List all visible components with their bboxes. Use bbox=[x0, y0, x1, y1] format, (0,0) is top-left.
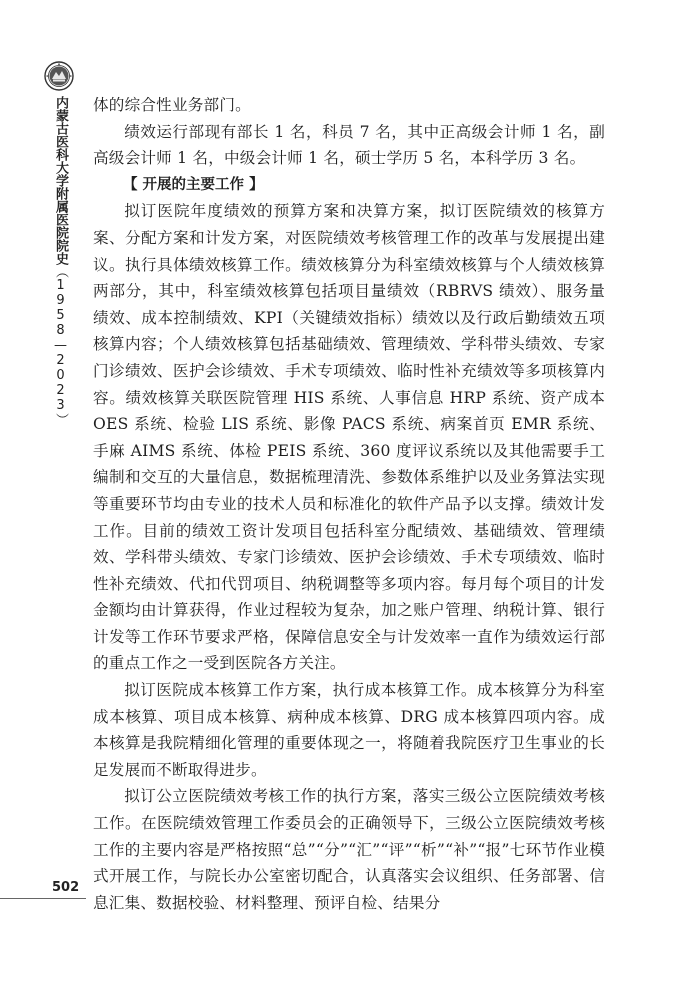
paragraph-public-hospital-assessment: 拟订公立医院绩效考核工作的执行方案，落实三级公立医院绩效考核工作。在医院绩效管理工作委员会的正确领导下，三级公立医院绩效考核工作的主要内容是严格按照“总”“分”“汇”“评”“析”“补”“报”七环节作业模式开展工作，与院长办公室密切配合，认真落实会议组织、任务部署、信息汇集、数据校验、材料整理、预评自检、结果分 bbox=[93, 787, 605, 912]
page-number: 502 bbox=[52, 880, 80, 895]
book-title-main: 内蒙古医科大学附属医院院史 bbox=[53, 96, 68, 265]
book-title-years: （1958—2023） bbox=[53, 265, 68, 426]
page-number-rule bbox=[0, 898, 86, 899]
hospital-logo-icon bbox=[44, 61, 74, 91]
section-heading: 【 开展的主要工作 】 bbox=[123, 176, 264, 193]
body-text bbox=[93, 92, 605, 916]
paragraph-cost-accounting: 拟订医院成本核算工作方案，执行成本核算工作。成本核算分为科室成本核算、项目成本核算、病种成本核算、DRG 成本核算四项内容。成本核算是我院精细化管理的重要体现之一，将随着我院医疗卫生事业的长足发展而不断取得进步。 bbox=[93, 681, 605, 779]
book-title-vertical bbox=[49, 96, 69, 426]
paragraph-performance-accounting: 拟订医院年度绩效的预算方案和决算方案，拟订医院绩效的核算方案、分配方案和计发方案，对医院绩效考核管理工作的改革与发展提出建议。执行具体绩效核算工作。绩效核算分为科室绩效核算与个人绩效核算两部分，其中，科室绩效核算包括项目量绩效（RBRVS 绩效）、服务量绩效、成本控制绩效、KPI（关键绩效指标）绩效以及行政后勤绩效五项核算内容；个人绩效核算包括基础绩效、管理绩效、学科带头绩效、专家门诊绩效、医护会诊绩效、手术专项绩效、临时性补充绩效等多项核算内容。绩效核算关联医院管理 HIS 系统、人事信息 HRP 系统、资产成本 OES 系统、检验 LIS 系统、影像 PACS 系统、病案首页 EMR 系统、手麻 AIMS 系统、体检 PEIS 系统、360 度评议系统以及其他需要手工编制和交互的大量信息，数据梳理清洗、参数体系维护以及业务算法实现等重要环节均由专业的技术人员和标准化的软件产品予以支撑。绩效计发工作。目前的绩效工资计发项目包括科室分配绩效、基础绩效、管理绩效、学科带头绩效、专家门诊绩效、医护会诊绩效、手术专项绩效、临时性补充绩效、代扣代罚项目、纳税调整等多项内容。每月每个项目的计发金额均由计算获得，作业过程较为复杂，加之账户管理、纳税计算、银行计发等工作环节要求严格，保障信息安全与计发效率一直作为绩效运行部的重点工作之一受到医院各方关注。 bbox=[93, 202, 605, 673]
paragraph-staff: 绩效运行部现有部长 1 名，科员 7 名，其中正高级会计师 1 名，副高级会计师 1 名，中级会计师 1 名，硕士学历 5 名，本科学历 3 名。 bbox=[93, 122, 605, 168]
paragraph-continuation: 体的综合性业务部门。 bbox=[93, 96, 251, 114]
